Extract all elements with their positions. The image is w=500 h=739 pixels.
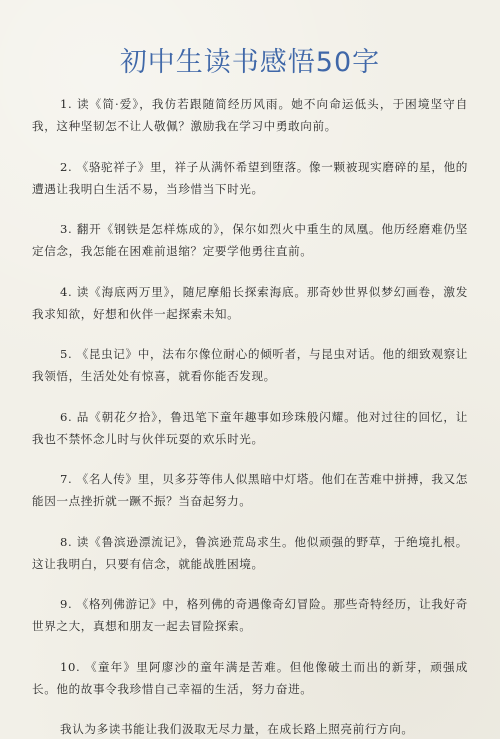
paragraph-1: 1. 读《简·爱》，我仿若跟随简经历风雨。她不向命运低头，于困境坚守自我，这种坚韧怎不让人敬佩？激励我在学习中勇敢向前。 <box>32 97 468 133</box>
paragraph-2: 2. 《骆驼祥子》里，祥子从满怀希望到堕落。像一颗被现实磨碎的星，他的遭遇让我明白生活不易，当珍惜当下时光。 <box>32 159 468 196</box>
article-body <box>32 93 468 739</box>
paragraph-6: 6. 品《朝花夕拾》，鲁迅笔下童年趣事如珍珠般闪耀。他对过往的回忆，让我也不禁怀念儿时与伙伴玩耍的欢乐时光。 <box>32 409 468 446</box>
paragraph-7: 7. 《名人传》里，贝多芬等伟人似黑暗中灯塔。他们在苦难中拼搏，我又怎能因一点挫折就一蹶不振？当奋起努力。 <box>32 472 468 508</box>
paragraph-9: 9. 《格列佛游记》中，格列佛的奇遇像奇幻冒险。那些奇特经历，让我好奇世界之大，真想和朋友一起去冒险探索。 <box>32 597 468 633</box>
conclusion-paragraph: 我认为多读书能让我们汲取无尽力量，在成长路上照亮前行方向。 <box>60 722 414 736</box>
paragraph-10: 10. 《童年》里阿廖沙的童年满是苦难。但他像破土而出的新芽，顽强成长。他的故事令我珍惜自己幸福的生活，努力奋进。 <box>32 659 468 696</box>
paragraph-3: 3. 翻开《钢铁是怎样炼成的》，保尔如烈火中重生的凤凰。他历经磨难仍坚定信念，我怎能在困难前退缩？定要学他勇往直前。 <box>32 222 468 258</box>
paragraph-5: 5. 《昆虫记》中，法布尔像位耐心的倾听者，与昆虫对话。他的细致观察让我领悟，生活处处有惊喜，就看你能否发现。 <box>32 347 468 383</box>
paragraph-4: 4. 读《海底两万里》，随尼摩船长探索海底。那奇妙世界似梦幻画卷，激发我求知欲，好想和伙伴一起探索未知。 <box>32 284 468 321</box>
page-title: 初中生读书感悟50字 <box>119 47 381 78</box>
paragraph-8: 8. 读《鲁滨逊漂流记》，鲁滨逊荒岛求生。他似顽强的野草，于绝境扎根。这让我明白，只要有信念，就能战胜困境。 <box>32 534 468 571</box>
